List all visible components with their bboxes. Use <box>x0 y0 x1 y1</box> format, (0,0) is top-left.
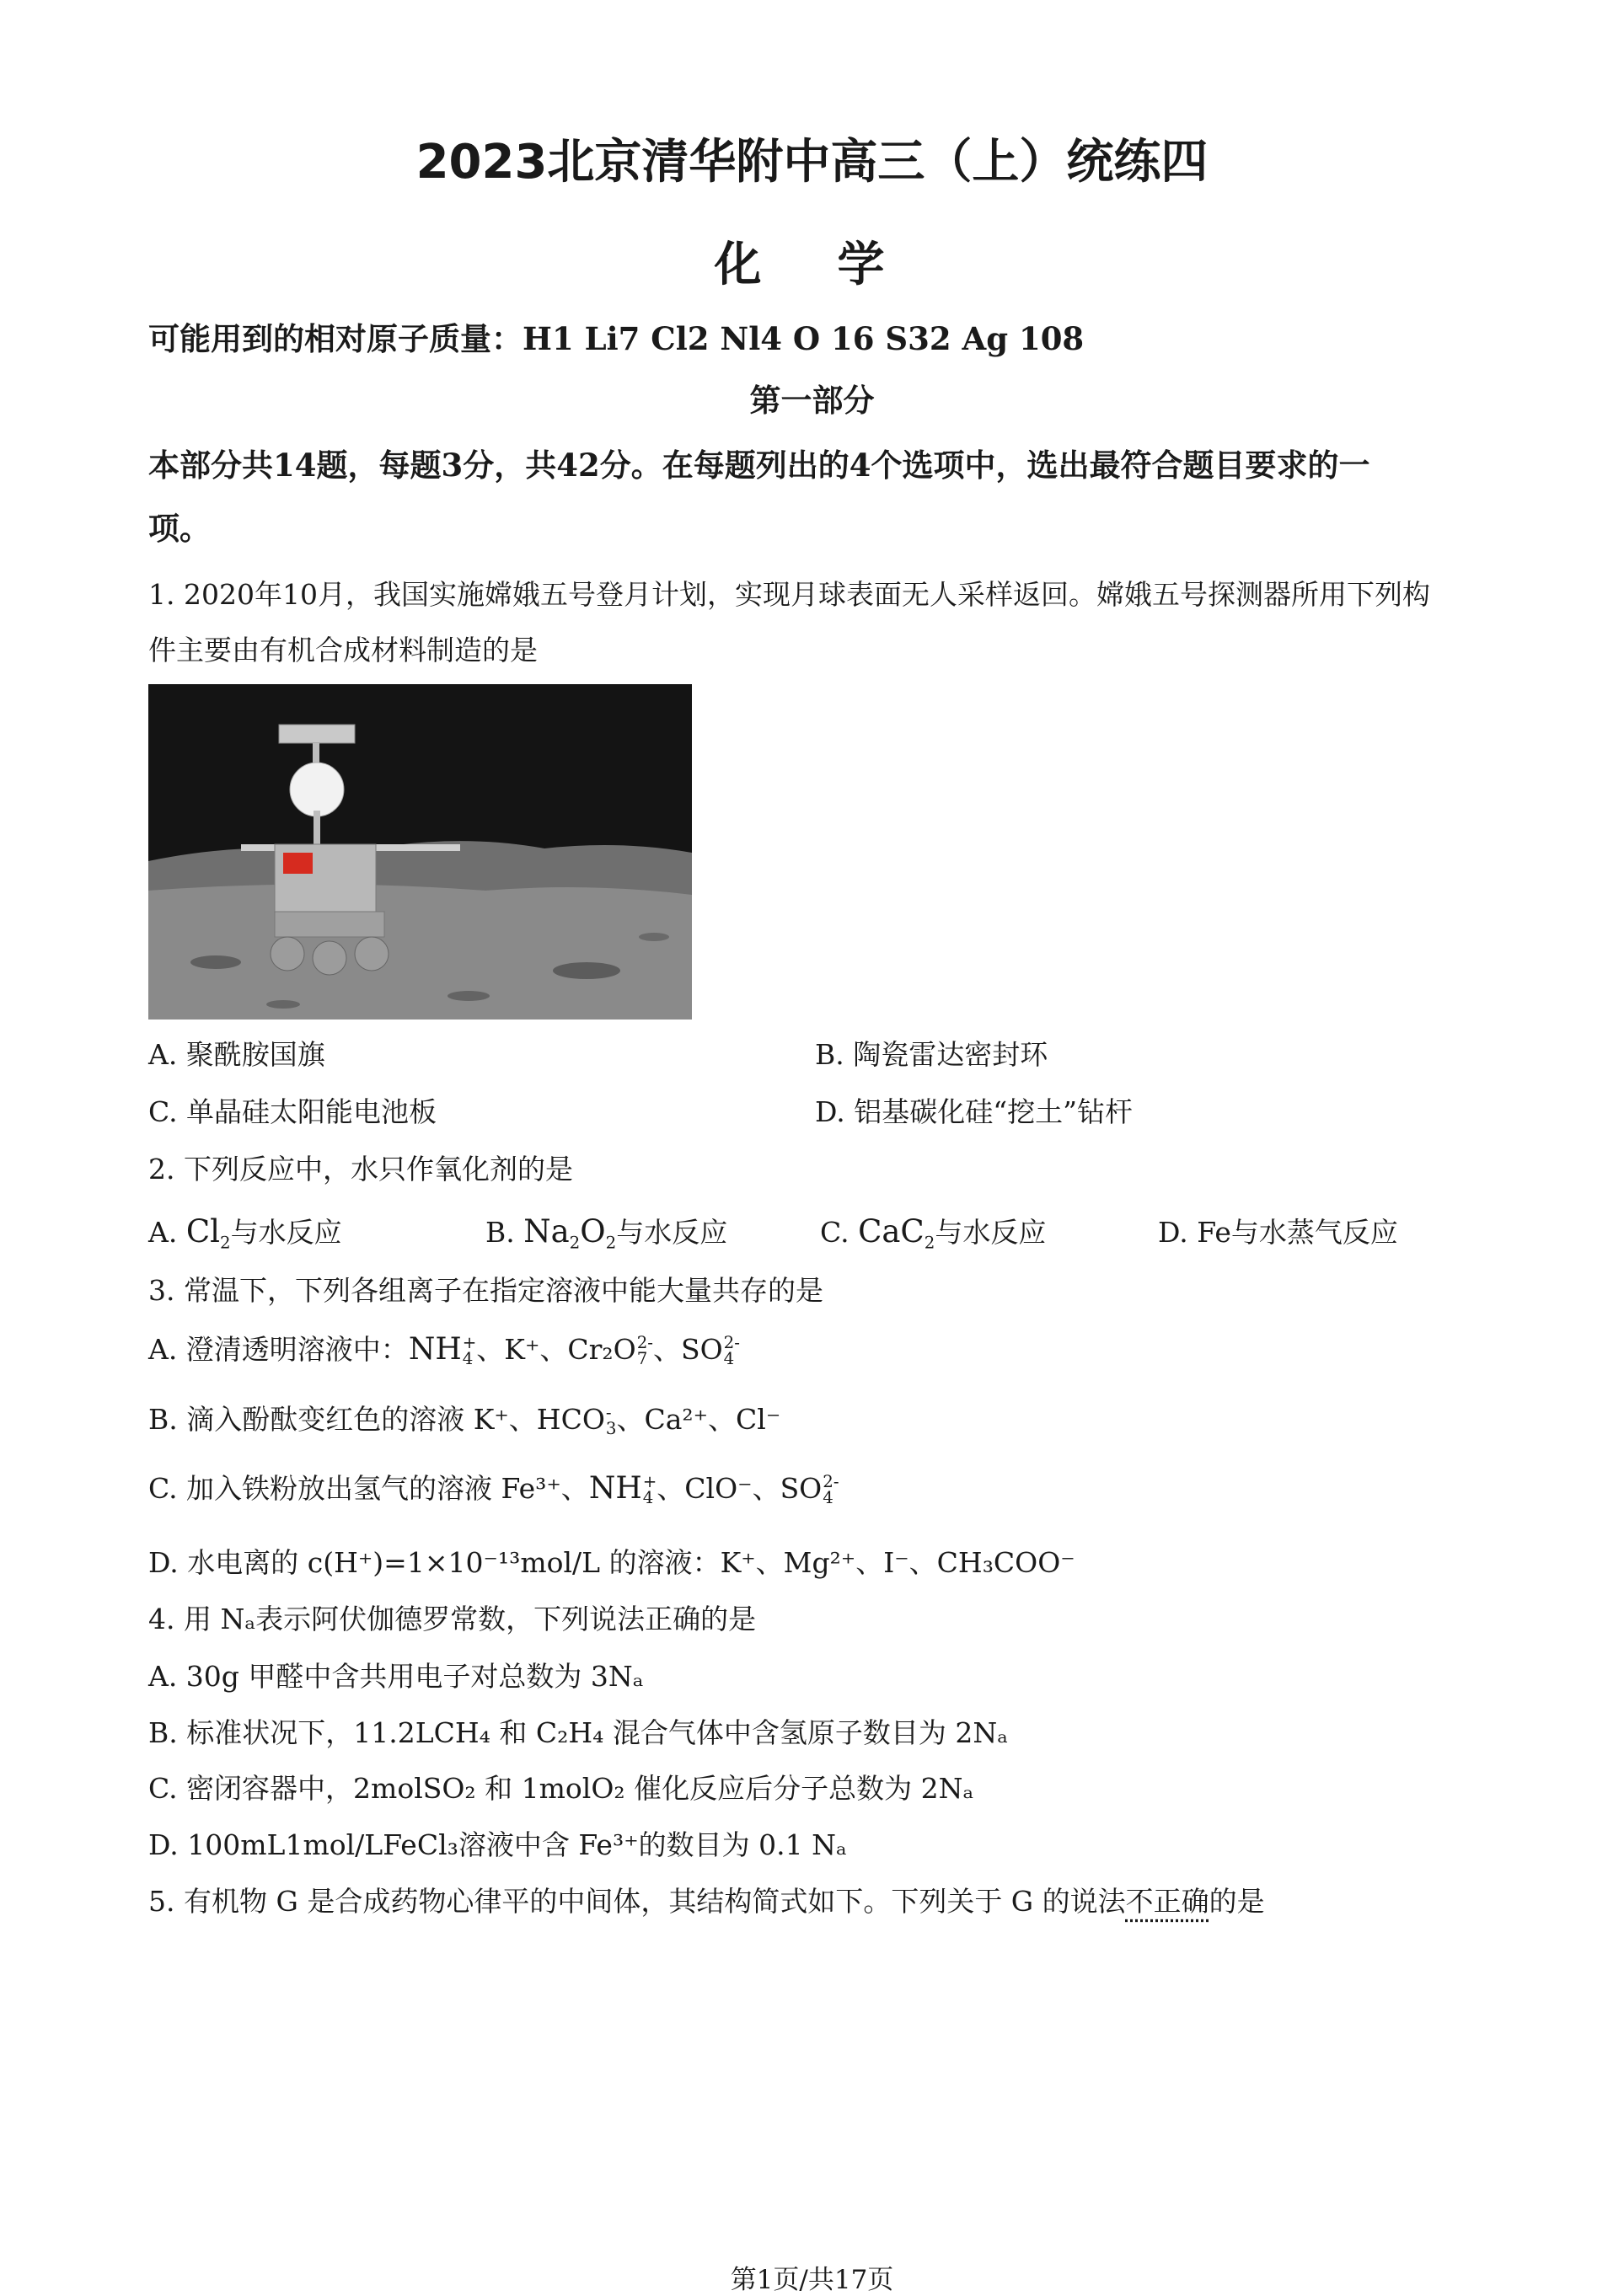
q3-option-d: D. 水电离的 c(H⁺)=1×10⁻¹³mol/L 的溶液：K⁺、Mg²⁺、I⁻、CH₃COO⁻ <box>148 1546 1075 1579</box>
q2-option-c: C. CaC$_2$与水反应 <box>820 1213 1047 1253</box>
lunar-rover-photo <box>148 684 692 1020</box>
q3-option-b: B. 滴入酚酞变红色的溶液 K⁺、HCO - 3 、Ca²⁺、Cl⁻ <box>148 1403 781 1438</box>
q1-option-c: C. 单晶硅太阳能电池板 <box>148 1095 437 1128</box>
q3-option-a: A. 澄清透明溶液中：NH + 4 、K⁺、Cr₂O 2- 7 、SO 2- 4 <box>148 1332 740 1368</box>
exam-title: 2023北京清华附中高三（上）统练四 <box>415 135 1209 190</box>
q5-stem: 5. 有机物 G 是合成药物心律平的中间体，其结构简式如下。下列关于 G 的说法不正确的是 <box>148 1885 1265 1918</box>
q1-option-b: B. 陶瓷雷达密封环 <box>815 1038 1048 1071</box>
q1-stem-line-1: 1. 2020年10月，我国实施嫦娥五号登月计划，实现月球表面无人采样返回。嫦娥五号探测器所用下列构 <box>148 578 1430 611</box>
q2-option-b: B. $Na_2O_2$与水反应 <box>485 1213 728 1253</box>
q2-option-d: D. Fe与水蒸气反应 <box>1158 1216 1398 1249</box>
instructions-line-2: 项。 <box>148 510 211 547</box>
instructions-line-1: 本部分共14题，每题3分，共42分。在每题列出的4个选项中，选出最符合题目要求的一 <box>148 447 1370 484</box>
q4-option-c: C. 密闭容器中，2molSO₂ 和 1molO₂ 催化反应后分子总数为 2Nₐ <box>148 1772 974 1805</box>
q1-option-d: D. 铝基碳化硅“挖土”钻杆 <box>815 1095 1134 1128</box>
q2-stem: 2. 下列反应中，水只作氧化剂的是 <box>148 1153 573 1185</box>
emphasis-dots: 不正确 <box>1125 1885 1209 1918</box>
q3-option-c: C. 加入铁粉放出氢气的溶液 Fe³⁺、NH + 4 、ClO⁻、SO 2- 4 <box>148 1471 839 1507</box>
q4-stem: 4. 用 Nₐ表示阿伏伽德罗常数，下列说法正确的是 <box>148 1603 757 1635</box>
q4-option-b: B. 标准状况下，11.2LCH₄ 和 C₂H₄ 混合气体中含氢原子数目为 2Nₐ <box>148 1716 1008 1749</box>
q4-option-d: D. 100mL1mol/LFeCl₃溶液中含 Fe³⁺的数目为 0.1 Nₐ <box>148 1828 847 1861</box>
q1-option-a: A. 聚酰胺国旗 <box>148 1038 325 1071</box>
part-title: 第一部分 <box>749 382 875 419</box>
q2-option-a: A. $Cl_2$与水反应 <box>148 1213 342 1253</box>
atomic-masses: 可能用到的相对原子质量：H1 Li7 Cl2 Nl4 O 16 S32 Ag 108 <box>148 320 1085 357</box>
q1-stem-line-2: 件主要由有机合成材料制造的是 <box>148 634 538 666</box>
q4-option-a: A. 30g 甲醛中含共用电子对总数为 3Nₐ <box>148 1660 644 1693</box>
page-footer: 第1页/共17页 <box>730 2265 894 2295</box>
q3-stem: 3. 常温下，下列各组离子在指定溶液中能大量共存的是 <box>148 1274 823 1307</box>
subject-title: 化学 <box>714 238 961 292</box>
